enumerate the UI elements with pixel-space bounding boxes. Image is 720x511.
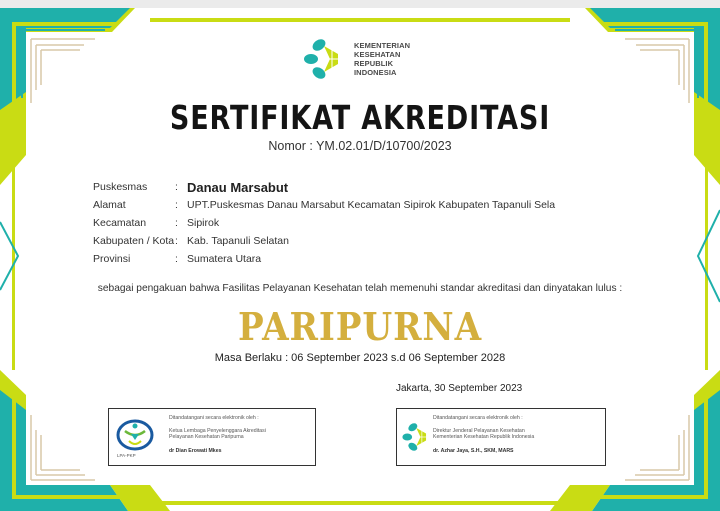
- kemenkes-logo-icon: [302, 36, 348, 82]
- info-colon: :: [175, 217, 178, 229]
- logo-line-4: INDONESIA: [354, 68, 397, 77]
- accreditation-statement: sebagai pengakuan bahwa Fasilitas Pelayanan Kesehatan telah memenuhi standar akreditasi dan dinyatakan lulus :: [97, 283, 623, 294]
- logo-line-2: KESEHATAN: [354, 50, 401, 59]
- signature-text: [169, 415, 266, 454]
- certificate-number: Nomor : YM.02.01/D/10700/2023: [268, 139, 452, 153]
- signer-position-line1: Direktur Jenderal Pelayanan Kesehatan: [433, 427, 525, 434]
- info-value: Danau Marsabut: [187, 179, 289, 195]
- info-row-kabupaten: [93, 232, 555, 250]
- signature-box-kemenkes: [396, 408, 606, 466]
- info-label: Kecamatan: [93, 217, 147, 229]
- info-label: Alamat: [93, 199, 126, 211]
- info-colon: :: [175, 199, 178, 211]
- signed-by-label: Ditandatangani secara elektronik oleh :: [169, 415, 259, 421]
- signer-name: dr Dian Erowati Mkes: [169, 447, 222, 454]
- info-label: Puskesmas: [93, 181, 148, 193]
- kemenkes-logo-icon: [401, 417, 433, 457]
- signed-by-label: Ditandatangani secara elektronik oleh :: [433, 415, 523, 421]
- signature-text: [433, 415, 534, 454]
- info-value: Sipirok: [187, 217, 220, 229]
- certificate-title: SERTIFIKAT AKREDITASI: [169, 98, 551, 137]
- lpa-pkp-label: LPA-PKP: [117, 453, 136, 458]
- signer-position-line2: Kementerian Kesehatan Republik Indonesia: [433, 434, 535, 441]
- info-row-provinsi: [93, 250, 555, 268]
- info-row-kecamatan: [93, 214, 555, 232]
- signature-box-lpa: [108, 408, 316, 466]
- signer-position-line1: Ketua Lembaga Penyelenggara Akreditasi: [169, 427, 266, 434]
- signer-name: dr. Azhar Jaya, S.H., SKM, MARS: [433, 447, 514, 454]
- facility-info: [93, 178, 555, 268]
- logo-line-3: REPUBLIK: [354, 59, 394, 68]
- logo-line-1: KEMENTERIAN: [354, 41, 411, 50]
- signer-position-line2: Pelayanan Kesehatan Paripurna: [169, 434, 244, 441]
- info-colon: :: [175, 235, 178, 247]
- kemenkes-logo-text: [354, 41, 410, 77]
- kemenkes-logo: [302, 36, 422, 82]
- info-label: Kabupaten / Kota: [93, 235, 175, 247]
- info-value: Kab. Tapanuli Selatan: [187, 235, 289, 247]
- info-colon: :: [175, 253, 178, 265]
- info-value: Sumatera Utara: [187, 253, 262, 265]
- info-colon: :: [175, 181, 178, 193]
- info-row-puskesmas: [93, 178, 555, 196]
- place-date: Jakarta, 30 September 2023: [396, 383, 523, 394]
- lpa-pkp-logo-icon: [115, 417, 155, 453]
- info-label: Provinsi: [93, 253, 131, 265]
- accreditation-grade: PARIPURNA: [237, 304, 483, 349]
- validity-period: Masa Berlaku : 06 September 2023 s.d 06 September 2028: [214, 352, 506, 364]
- info-value: UPT.Puskesmas Danau Marsabut Kecamatan Sipirok Kabupaten Tapanuli Sela: [187, 199, 556, 211]
- info-row-alamat: [93, 196, 555, 214]
